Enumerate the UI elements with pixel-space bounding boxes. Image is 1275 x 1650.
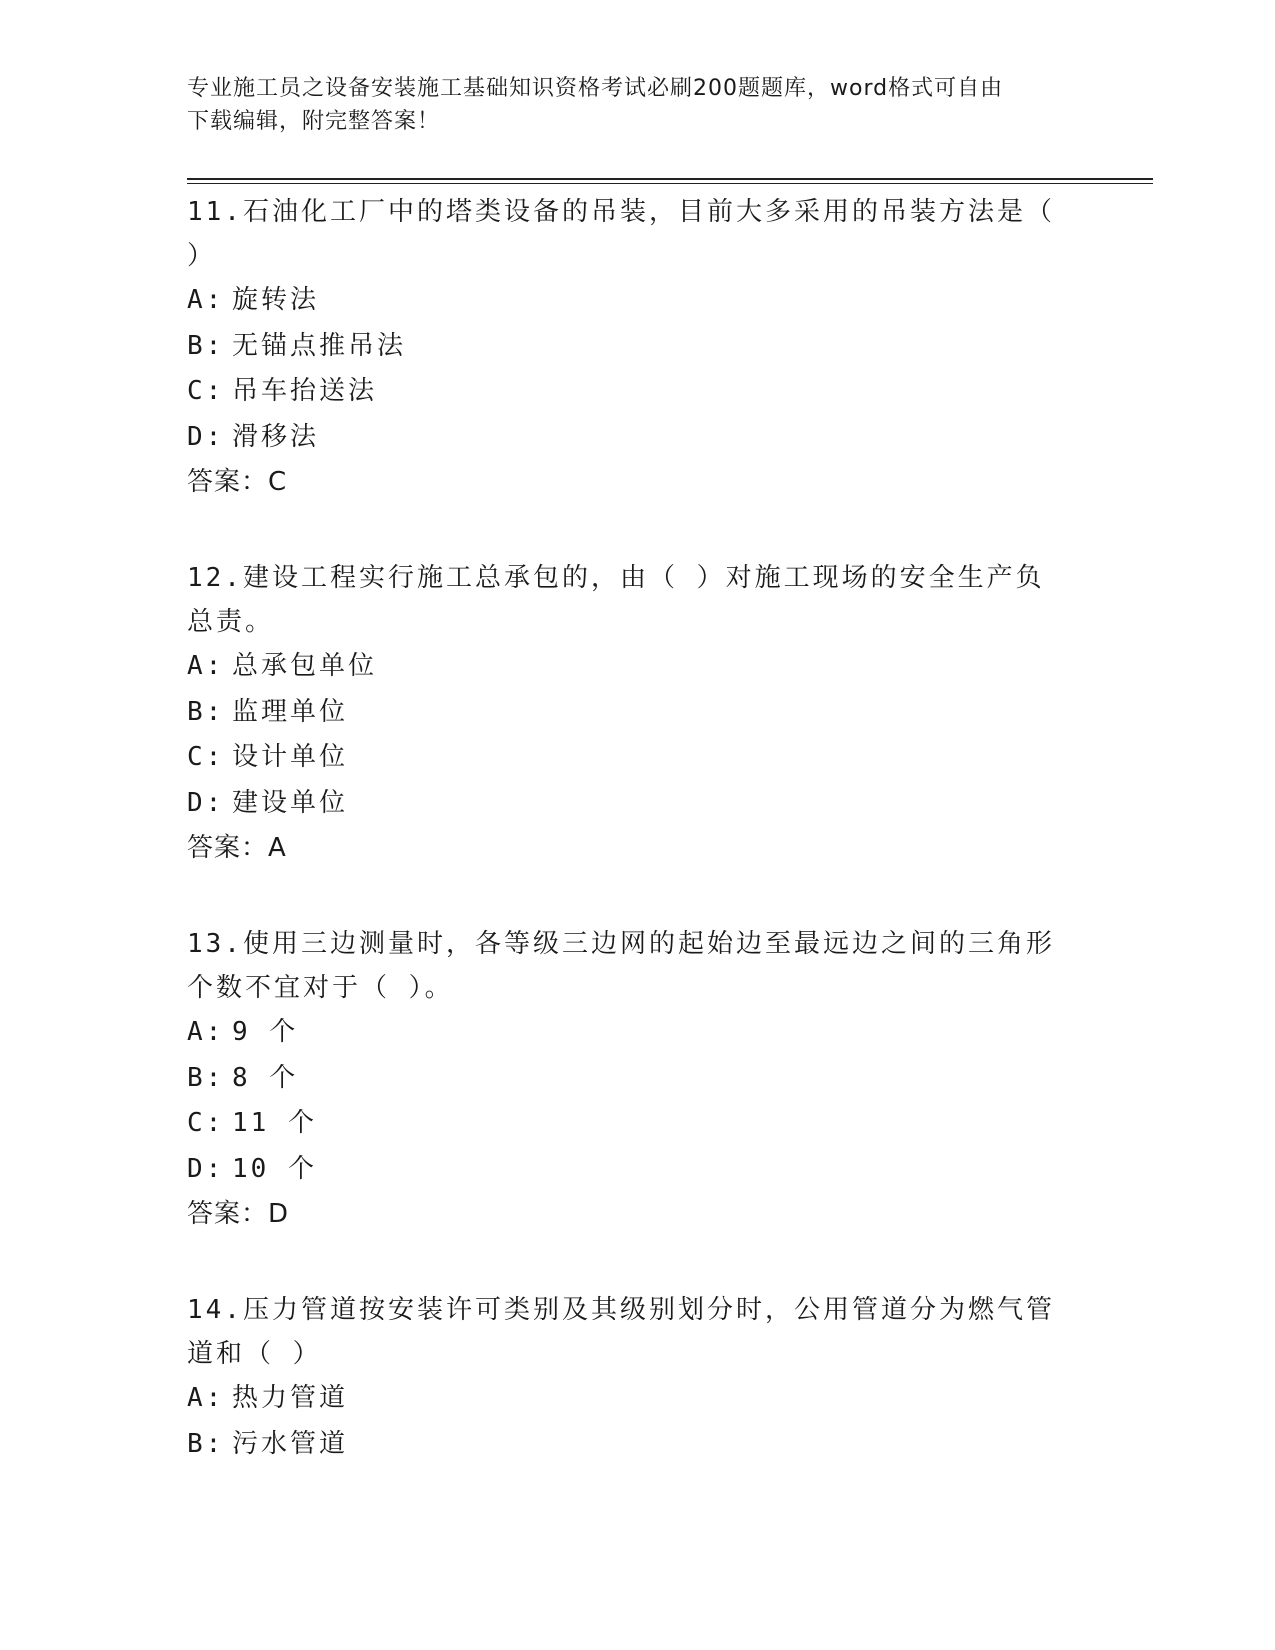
option-b (187, 1422, 1087, 1468)
option-text: 污水管道 (232, 1428, 349, 1459)
option-text: 滑移法 (232, 421, 320, 452)
option-letter: C: (187, 376, 225, 406)
option-letter: C: (187, 1108, 225, 1138)
option-b (187, 690, 1087, 736)
document-header (187, 72, 1067, 138)
question-stem: 11.石油化工厂中的塔类设备的吊装，目前大多采用的吊装方法是（ ） (187, 197, 1055, 271)
question-list (187, 190, 1087, 1519)
option-text: 11 个 (232, 1108, 317, 1138)
option-letter: B: (187, 696, 225, 727)
question-12 (187, 556, 1087, 870)
option-letter: B: (187, 330, 225, 361)
option-text: 旋转法 (232, 285, 320, 315)
question-11 (187, 190, 1087, 504)
option-b (187, 1056, 1087, 1102)
option-d (187, 781, 1087, 827)
option-text: 10 个 (232, 1153, 317, 1184)
option-text: 吊车抬送法 (232, 376, 378, 406)
answer-line: 答案：D (187, 1199, 290, 1229)
header-divider-thin (187, 183, 1153, 184)
option-text: 监理单位 (232, 696, 349, 727)
header-title-line-1: 专业施工员之设备安装施工基础知识资格考试必刷200题题库，word格式可自由 (187, 76, 1004, 101)
question-14 (187, 1288, 1087, 1467)
question-stem: 12.建设工程实行施工总承包的，由（ ）对施工现场的安全生产负总责。 (187, 563, 1045, 637)
option-letter: B: (187, 1062, 225, 1093)
question-13 (187, 922, 1087, 1236)
option-a (187, 644, 1087, 690)
option-c (187, 735, 1087, 781)
option-letter: A: (187, 285, 225, 315)
option-text: 无锚点推吊法 (232, 330, 407, 361)
option-letter: A: (187, 651, 225, 681)
option-text: 热力管道 (232, 1383, 349, 1413)
answer-line: 答案：C (187, 467, 288, 497)
option-letter: C: (187, 742, 225, 772)
option-text: 设计单位 (232, 742, 349, 772)
option-b (187, 324, 1087, 370)
option-letter: D: (187, 421, 225, 452)
option-c (187, 1101, 1087, 1147)
option-a (187, 1010, 1087, 1056)
header-title-line-2: 下载编辑，附完整答案！ (187, 109, 441, 134)
option-c (187, 369, 1087, 415)
option-text: 8 个 (232, 1062, 299, 1093)
option-letter: A: (187, 1383, 225, 1413)
option-d (187, 415, 1087, 461)
option-a (187, 1376, 1087, 1422)
option-letter: B: (187, 1428, 225, 1459)
option-letter: D: (187, 787, 225, 818)
question-stem: 14.压力管道按安装许可类别及其级别划分时，公用管道分为燃气管道和（ ） (187, 1295, 1055, 1369)
option-letter: D: (187, 1153, 225, 1184)
option-text: 建设单位 (232, 787, 349, 818)
option-a (187, 278, 1087, 324)
option-letter: A: (187, 1017, 225, 1047)
question-stem: 13.使用三边测量时，各等级三边网的起始边至最远边之间的三角形个数不宜对于（ ）。 (187, 929, 1055, 1003)
option-text: 9 个 (232, 1017, 299, 1047)
header-divider-thick (187, 178, 1153, 180)
option-text: 总承包单位 (232, 651, 378, 681)
option-d (187, 1147, 1087, 1193)
answer-line: 答案：A (187, 833, 287, 863)
